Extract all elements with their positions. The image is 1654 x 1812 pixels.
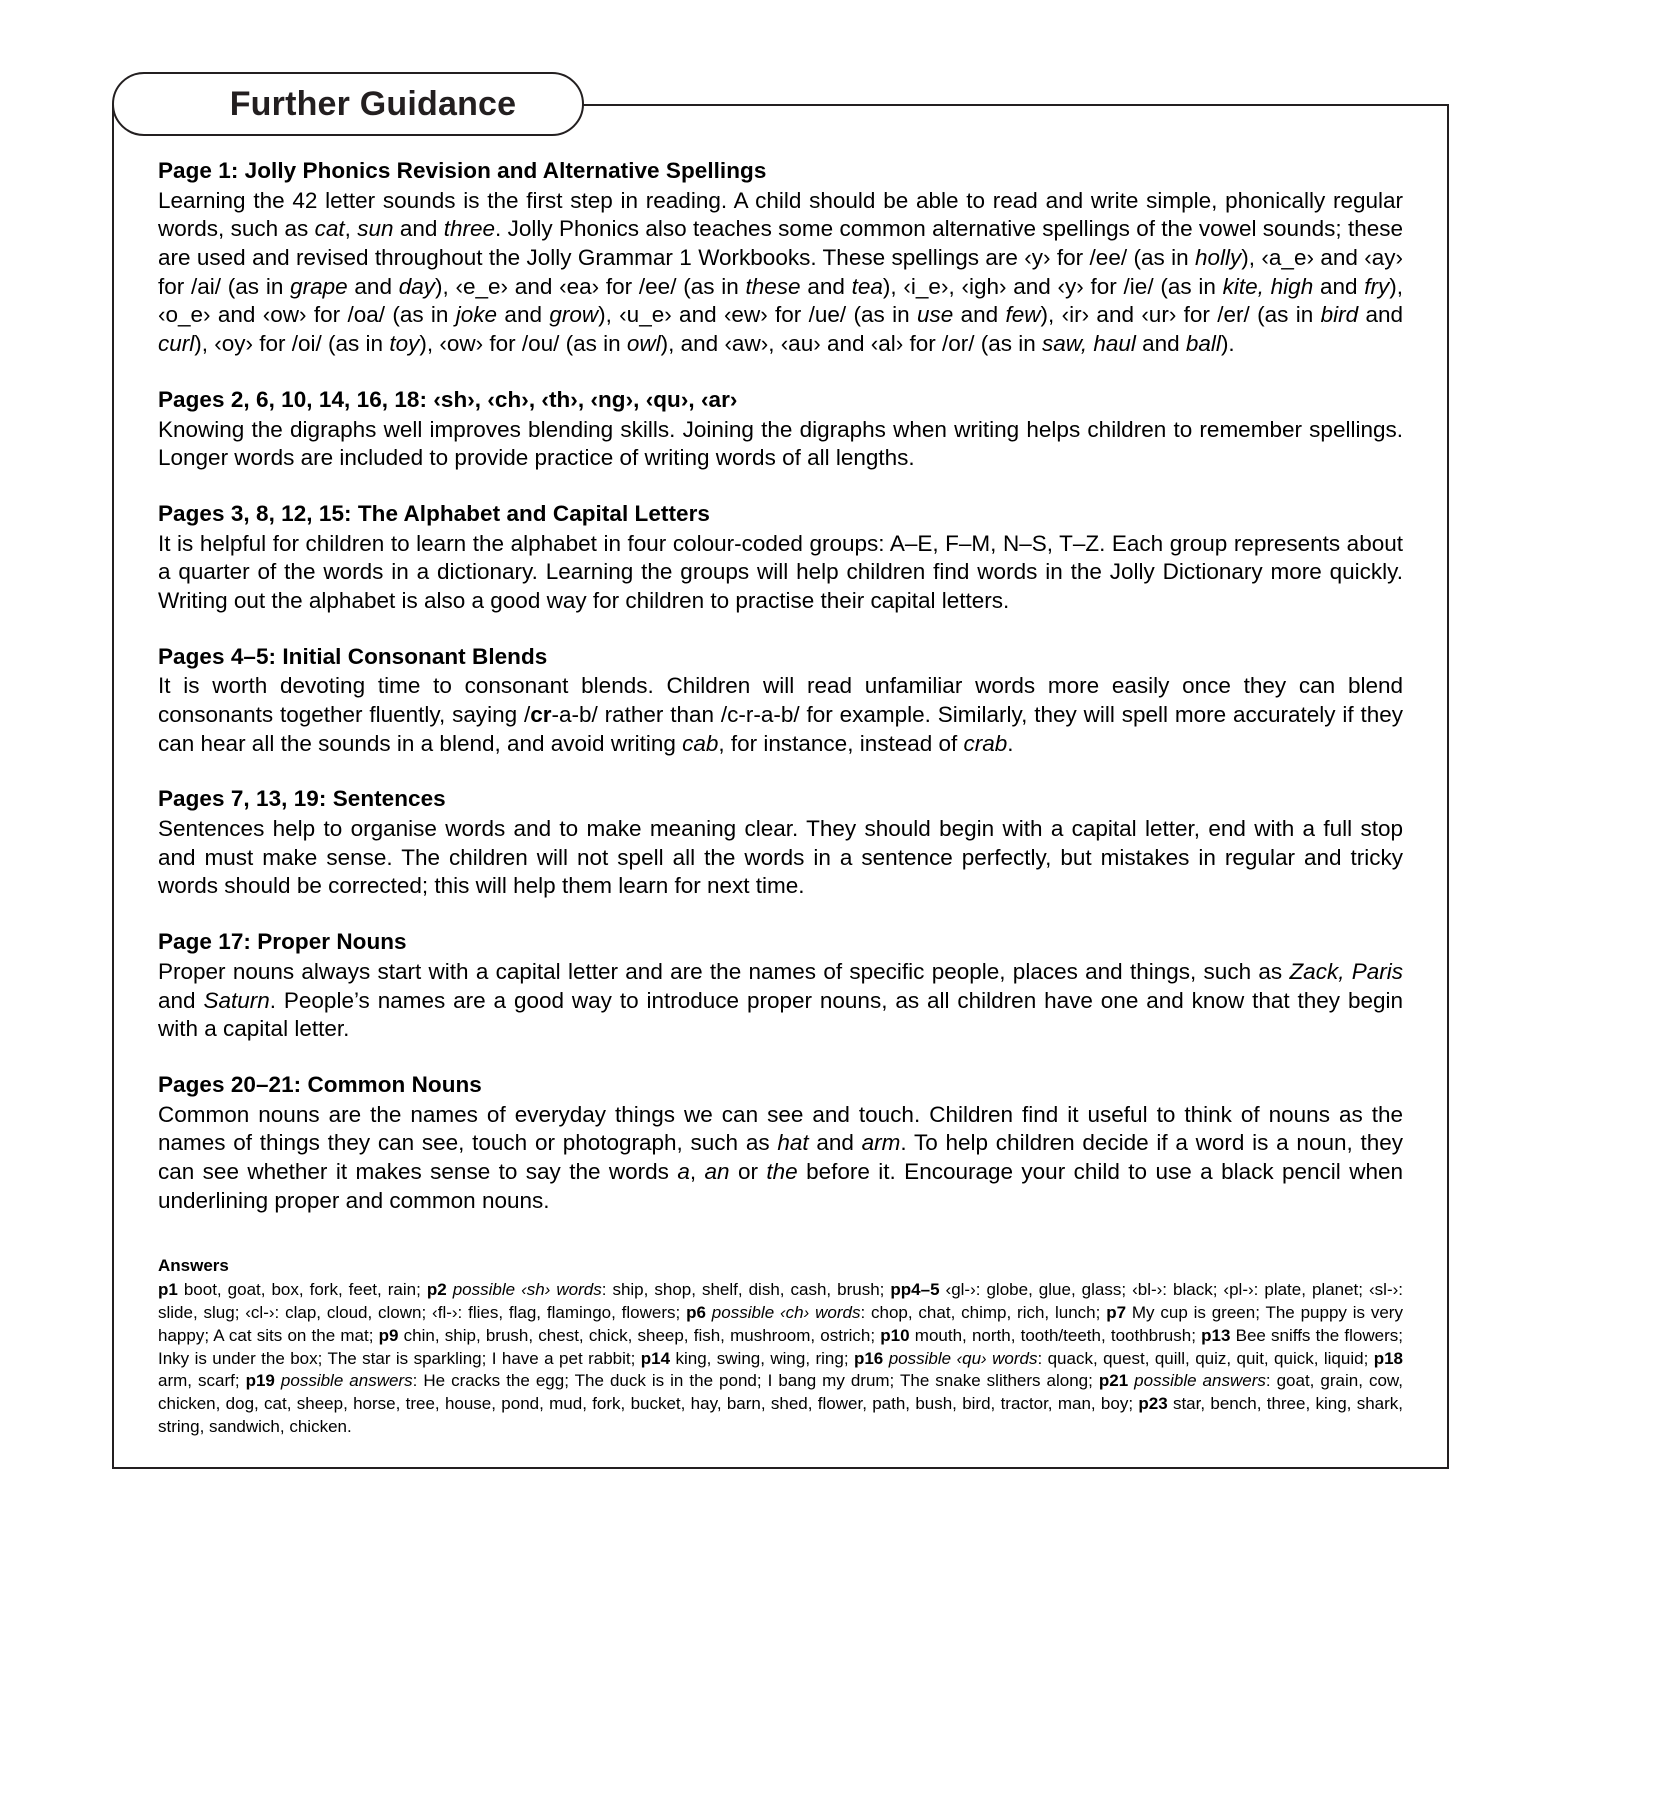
- section-heading: Pages 2, 6, 10, 14, 16, 18: ‹sh›, ‹ch›, ‹th›, ‹ng›, ‹qu›, ‹ar›: [158, 386, 738, 412]
- section-pages-3-8-12-15: [158, 499, 1403, 616]
- answers-heading: Answers: [158, 1256, 229, 1276]
- section-page-17: [158, 927, 1403, 1044]
- section-pages-2-6-10-14-16-18: [158, 385, 1403, 473]
- section-pages-7-13-19: [158, 784, 1403, 901]
- section-page-1: [158, 156, 1403, 359]
- section-body: It is helpful for children to learn the alphabet in four colour-coded groups: A–E, F–M, N–S, T–Z. Each group represents about a quarter of the words in a dictionary. Learning the groups will help children find words in the Jolly Dictionary more quickly. Writing out the alphabet is also a good way for children to practise their capital letters.: [158, 530, 1403, 613]
- section-body: Common nouns are the names of everyday things we can see and touch. Children find it useful to think of nouns as the names of things they can see, touch or photograph, such as hat and arm. To help children decide if a word is a noun, they can see whether it makes sense to say the words a, an or the before it. Encourage your child to use a black pencil when underlining proper and common nouns.: [158, 1101, 1404, 1213]
- section-heading: Pages 4–5: Initial Consonant Blends: [158, 643, 548, 669]
- answers-block: [158, 1255, 1403, 1438]
- section-pages-4-5: [158, 642, 1403, 759]
- section-heading: Page 1: Jolly Phonics Revision and Alternative Spellings: [158, 158, 767, 183]
- section-heading: Pages 7, 13, 19: Sentences: [158, 786, 446, 812]
- section-heading: Pages 20–21: Common Nouns: [158, 1071, 482, 1097]
- guidance-content: [112, 104, 1449, 1469]
- section-body: It is worth devoting time to consonant blends. Children will read unfamiliar words more easily once they can blend consonants together fluently, saying /cr-a-b/ rather than /c-r-a-b/ for example. Similarly, they will spell more accurately if they can hear all the sounds in a blend, and avoid writing cab, for instance, instead of crab.: [158, 673, 1403, 756]
- section-heading: Pages 3, 8, 12, 15: The Alphabet and Capital Letters: [158, 500, 710, 526]
- section-heading: Page 17: Proper Nouns: [158, 929, 407, 955]
- section-body: Knowing the digraphs well improves blending skills. Joining the digraphs when writing helps children to remember spellings. Longer words are included to provide practice of writing words of all lengths.: [158, 416, 1403, 471]
- section-body: Learning the 42 letter sounds is the first step in reading. A child should be able to read and write simple, phonically regular words, such as cat, sun and three. Jolly Phonics also teaches some common alternative spellings of the vowel sounds; these are used and revised throughout the Jolly Grammar 1 Workbooks. These spellings are ‹y› for /ee/ (as in holly), ‹a_e› and ‹ay› for /ai/ (as in grape and day), ‹e_e› and ‹ea› for /ee/ (as in these and tea), ‹i_e›, ‹igh› and ‹y› for /ie/ (as in kite, high and fry), ‹o_e› and ‹ow› for /oa/ (as in joke and grow), ‹u_e› and ‹ew› for /ue/ (as in use and few), ‹ir› and ‹ur› for /er/ (as in bird and curl), ‹oy› for /oi/ (as in toy), ‹ow› for /ou/ (as in owl), and ‹aw›, ‹au› and ‹al› for /or/ (as in saw, haul and ball).: [158, 187, 1404, 357]
- section-pages-20-21: [158, 1070, 1403, 1215]
- section-body: Sentences help to organise words and to make meaning clear. They should begin with a capital letter, end with a full stop and must make sense. The children will not spell all the words in a sentence perfectly, but mistakes in regular and tricky words should be corrected; this will help them learn for next time.: [158, 816, 1403, 899]
- page-title: Further Guidance: [229, 84, 517, 123]
- answers-body: p1 boot, goat, box, fork, feet, rain; p2 possible ‹sh› words: ship, shop, shelf, dish, cash, brush; pp4–5 ‹gl-›: globe, glue, glass; ‹bl-›: black; ‹pl-›: plate, planet; ‹sl-›: slide, slug; ‹cl-›: clap, cloud, clown; ‹fl-›: flies, flag, flamingo, flowers; p6 possible ‹ch› words: chop, chat, chimp, rich, lunch; p7 My cup is green; The puppy is very happy; A cat sits on the mat; p9 chin, ship, brush, chest, chick, sheep, fish, mushroom, ostrich; p10 mouth, north, tooth/teeth, toothbrush; p13 Bee sniffs the flowers; Inky is under the box; The star is sparkling; I have a pet rabbit; p14 king, swing, wing, ring; p16 possible ‹qu› words: quack, quest, quill, quiz, quit, quick, liquid; p18 arm, scarf; p19 possible answers: He cracks the egg; The duck is in the pond; I bang my drum; The snake slithers along; p21 possible answers: goat, grain, cow, chicken, dog, cat, sheep, horse, tree, house, pond, mud, fork, bucket, hay, barn, shed, flower, path, bush, bird, tractor, man, boy; p23 star, bench, three, king, shark, string, sandwich, chicken.: [158, 1280, 1404, 1436]
- section-body: Proper nouns always start with a capital letter and are the names of specific people, places and things, such as Zack, Paris and Saturn. People’s names are a good way to introduce proper nouns, as all children have one and know that they begin with a capital letter.: [158, 958, 1403, 1042]
